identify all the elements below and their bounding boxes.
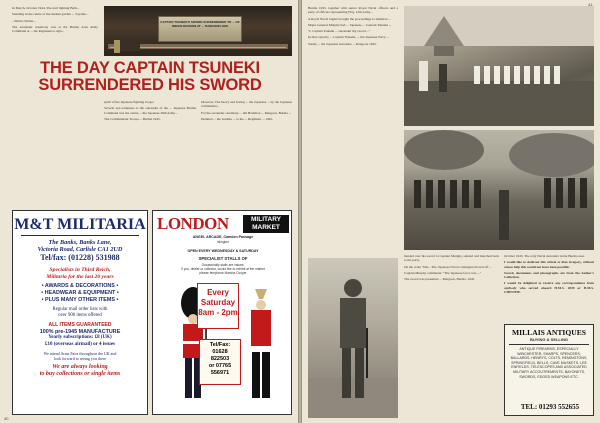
millais-telephone: TEL: 01293 552655 bbox=[520, 403, 580, 411]
london-subtitle2: Islington bbox=[217, 240, 229, 244]
left-page bbox=[0, 0, 298, 423]
article-headline: THE DAY CAPTAIN TSUNEKI SURRENDERED HIS SWORD bbox=[38, 59, 262, 94]
millais-antiques-advert bbox=[504, 324, 594, 416]
right-col3-text: October 1945. The only Naval surrender in the Burma area. I would like to dedicate this article to Ron Gregory, without whose help this would not have been possible. Sword, documents and photographs are from the Author's Collection. I would be delighted to receive any correspondence from anybody who served aboard H.M.S. 2839 or H.M.S. CHINTHE. bbox=[504, 254, 594, 295]
mt-list-other: • PLUS MANY OTHER ITEMS • bbox=[41, 297, 119, 303]
london-military-market-advert bbox=[152, 210, 292, 415]
millais-body: ANTIQUE FIREARMS, ESPECIALLY WINCHESTER, SHARPS, SPENCERS, BALLARDS, HENRYS, COLTS, REMINGTONS, SPRINGFIELD, BELLS, CAVE MUSKETS, LEE ENFIELDS, TELESCOPES AND ASSOCIATED MILITARY ACCOUTREMENTS, BAYONETS, SWORDS, EDGED WEAPONS ETC. bbox=[510, 347, 588, 379]
mt-guarantee-line1: ALL ITEMS GUARANTEED bbox=[48, 322, 112, 328]
mt-militaria-advert bbox=[12, 210, 148, 415]
mt-guarantee-line2: 100% pre-1945 MANUFACTURE bbox=[39, 328, 121, 335]
mt-address-line1: The Banks, Banks Lane, bbox=[48, 239, 112, 246]
mt-list-headwear: • HEADWEAR & EQUIPMENT • bbox=[41, 290, 119, 296]
right-page-number: 41 bbox=[588, 2, 593, 7]
london-stalls-text: Occasionally stalls are vacant. If you, dealer or collector, would like to exhibit at the market please telephone Marsha Cooper bbox=[181, 263, 265, 275]
mt-logo: M&T MILITARIA bbox=[14, 216, 146, 233]
london-stalls-heading: SPECIALIST STALLS OF bbox=[198, 256, 248, 261]
mt-fairs-line1: We attend Arms Fairs throughout the UK and bbox=[43, 351, 117, 356]
millais-subtitle: BUYING & SELLING bbox=[529, 337, 568, 342]
mt-list-awards: • AWARDS & DECORATIONS • bbox=[41, 283, 119, 289]
military-market-logo: MILITARY MARKET bbox=[243, 215, 289, 233]
mt-specialists-line2: Militaria for the last 20 years bbox=[46, 273, 114, 280]
right-col1-text: Burma 1945, together with senior Royal Naval officers and a party of officers representing H.Q. 12th Army... A Royal Naval bugler brought the proceedings to attention ... Major General Murphy had ... Japanese ... Captain Tsuneki ... "I, Captain Tsuneki ... surrender my sword ..." In that capacity ... Captain Tsuneki, ... the Japanese Navy ... Surely ... the Japanese surrender ... Rangoon 1945. bbox=[308, 6, 398, 46]
mt-subscription-line1: Yearly subscriptions: £8 (UK) bbox=[48, 335, 112, 340]
mt-subscription-line2: £10 (overseas airmail) or 4 issues bbox=[44, 341, 116, 347]
right-page bbox=[302, 0, 600, 423]
right-col2-text: handed over his sword to Captain Murphy, saluted and marched back to his party. On the order "Dis... The Japanese Naval contingent moved off ... Captain Murphy comments: "The Japanese force was ..." The sword was presented ... Rangoon, Burma, 1945. bbox=[404, 254, 499, 282]
captain-tsuneki-portrait bbox=[308, 258, 398, 418]
mt-fairs-line2: look forward to seeing you there bbox=[53, 356, 107, 361]
london-every-saturday-box: Every Saturday 8am - 2pm bbox=[197, 283, 239, 329]
mt-regular-line1: Regular mail order lists with bbox=[52, 307, 108, 312]
london-logo: LONDON bbox=[157, 214, 229, 233]
mt-looking-line1: We are always looking bbox=[52, 364, 108, 370]
london-telephone-box: Tel/Fax: 01628 822503 or 07765 556971 bbox=[199, 339, 241, 385]
ceremony-photo-parade bbox=[404, 6, 594, 126]
left-col1-text: In March, October 1944, The unit fighting Bath... Standing in the centre of the sunken garden ... Toyama... ...Shinto Shrine... The surrender ceremony was at the Burma Area Army Command at ... the Regiment to sign... bbox=[12, 6, 98, 34]
left-page-number: 40 bbox=[4, 416, 9, 421]
mt-specialists-line1: Specialists in Third Reich, bbox=[49, 267, 111, 273]
london-open-days: OPEN EVERY WEDNESDAY & SATURDAY bbox=[187, 249, 259, 253]
sword-caption-plaque: CAPTAIN TSUNEKI'S SWORD SURRENDERED TO ... OF INDIAN DIVISION AT ... RANGOON 1945 bbox=[158, 16, 242, 42]
mt-telephone: Tel/fax: (01228) 531988 bbox=[40, 253, 120, 262]
left-col3-text: Observer. The heavy and boring ... the Japanese ... by the Japanese commander... For the surrender ceremony ... 4th Battalion ... Rangoon, Burma ... Detailed ... the Gurkha ... to the ... Regiment ... 1945. bbox=[201, 100, 292, 121]
london-subtitle: ANGEL ARCADE, Camden Passage bbox=[192, 235, 254, 239]
sword-photo bbox=[104, 6, 292, 56]
mt-regular-line2: over 900 items offered bbox=[58, 313, 102, 318]
mt-address-line2: Victoria Road, Carlisle CA1 2UD bbox=[37, 246, 123, 253]
millais-title: MILLAIS ANTIQUES bbox=[511, 328, 587, 337]
mt-looking-line2: to buy collections or single items bbox=[39, 371, 121, 377]
left-col2-text: spirit of the Japanese fighting troops. Several eye-witnesses to the surrender of the ... Japanese Burma Command was the centre ... the Japanese 28th Army... The Commandant Troops ... Burma 1945. bbox=[104, 100, 196, 121]
ceremony-photo-troops bbox=[404, 130, 594, 250]
